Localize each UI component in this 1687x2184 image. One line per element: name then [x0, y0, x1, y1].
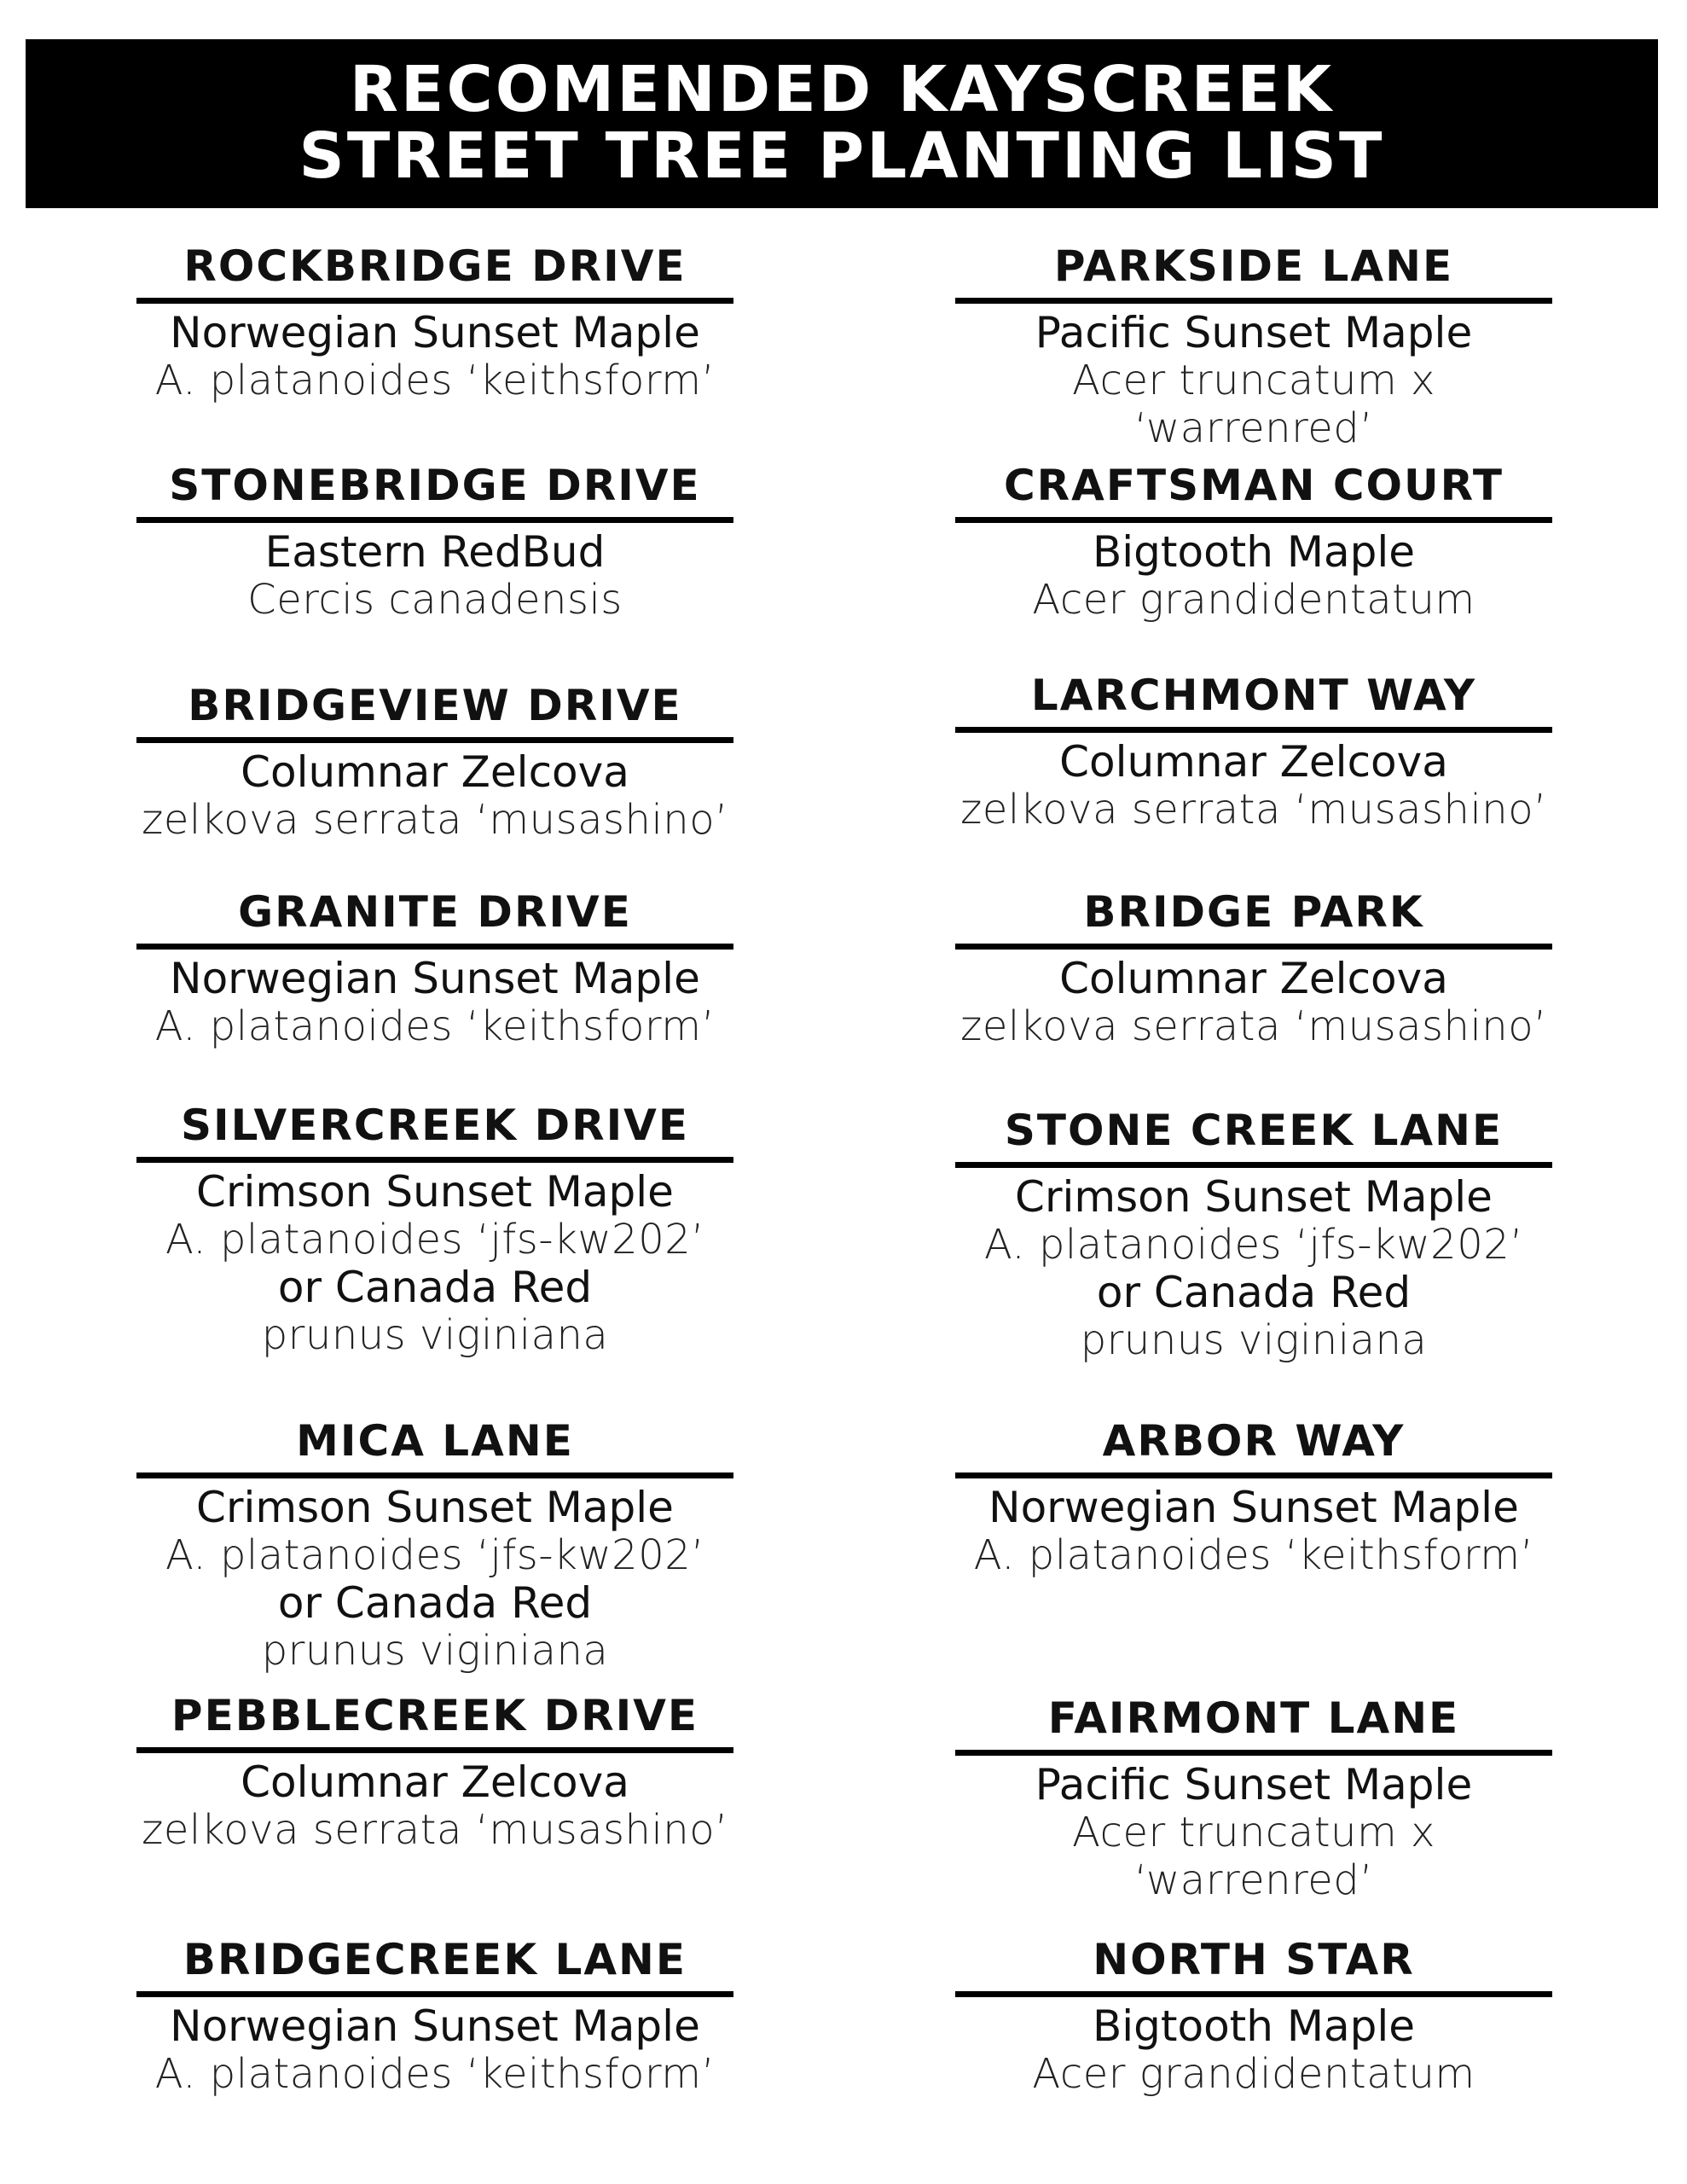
street-name: FAIRMONT LANE	[955, 1693, 1552, 1756]
scientific-name: zelkova serrata ‘musashino’	[142, 1806, 728, 1854]
alternate-common-name: or Canada Red	[1096, 1268, 1412, 1317]
common-name: Norwegian Sunset Maple	[170, 954, 700, 1003]
street-name: BRIDGE PARK	[955, 887, 1552, 950]
scientific-name: A. platanoides ‘jfs-kw202’	[165, 1531, 705, 1579]
scientific-name: A. platanoides ‘keithsform’	[973, 1531, 1534, 1579]
title-line-2: STREET TREE PLANTING LIST	[299, 119, 1385, 193]
street-entry	[128, 681, 742, 844]
alternate-common-name: or Canada Red	[277, 1263, 593, 1312]
common-name: Bigtooth Maple	[1092, 2001, 1416, 2051]
scientific-name: Acer truncatum x ‘warrenred’	[1072, 357, 1435, 452]
street-entry	[947, 1935, 1561, 2098]
alternate-scientific-name: prunus viginiana	[261, 1627, 609, 1675]
common-name: Bigtooth Maple	[1092, 527, 1416, 577]
street-entry	[947, 671, 1561, 834]
common-name: Crimson Sunset Maple	[1015, 1172, 1493, 1222]
common-name: Crimson Sunset Maple	[196, 1483, 674, 1532]
street-name: NORTH STAR	[955, 1935, 1552, 1997]
common-name: Columnar Zelcova	[241, 1757, 629, 1807]
common-name: Columnar Zelcova	[1059, 954, 1448, 1003]
street-entry	[947, 1693, 1561, 1904]
scientific-name: A. platanoides ‘jfs-kw202’	[983, 1221, 1524, 1269]
common-name: Norwegian Sunset Maple	[170, 308, 700, 357]
scientific-name: Acer grandidentatum	[1032, 2050, 1475, 2098]
street-name: SILVERCREEK DRIVE	[136, 1101, 733, 1163]
street-name: STONEBRIDGE DRIVE	[136, 461, 733, 523]
scientific-name: zelkova serrata ‘musashino’	[960, 1002, 1547, 1050]
street-entry	[947, 241, 1561, 452]
scientific-name: A. platanoides ‘keithsform’	[154, 357, 716, 404]
street-name: BRIDGEVIEW DRIVE	[136, 681, 733, 743]
scientific-name: A. platanoides ‘keithsform’	[154, 1002, 716, 1050]
common-name: Eastern RedBud	[264, 527, 606, 577]
street-entry	[947, 1106, 1561, 1364]
common-name: Norwegian Sunset Maple	[988, 1483, 1519, 1532]
street-name: MICA LANE	[136, 1416, 733, 1478]
scientific-name: Acer grandidentatum	[1032, 576, 1475, 624]
street-entry	[128, 1416, 742, 1675]
scientific-name: zelkova serrata ‘musashino’	[142, 796, 728, 844]
alternate-scientific-name: prunus viginiana	[1080, 1316, 1428, 1364]
street-entry	[947, 887, 1561, 1050]
street-name: PARKSIDE LANE	[955, 241, 1552, 304]
title-line-1: RECOMENDED KAYSCREEK	[349, 53, 1335, 126]
street-entry	[128, 1101, 742, 1359]
scientific-name: Acer truncatum x ‘warrenred’	[1072, 1809, 1435, 1904]
common-name: Pacific Sunset Maple	[1035, 1760, 1473, 1809]
street-entry	[947, 1416, 1561, 1579]
common-name: Pacific Sunset Maple	[1035, 308, 1473, 357]
street-entry	[128, 1935, 742, 2098]
street-name: PEBBLECREEK DRIVE	[136, 1691, 733, 1753]
street-entry	[128, 1691, 742, 1854]
common-name: Crimson Sunset Maple	[196, 1167, 674, 1217]
street-name: BRIDGECREEK LANE	[136, 1935, 733, 1997]
street-entry	[947, 461, 1561, 624]
street-name: ARBOR WAY	[955, 1416, 1552, 1478]
street-entry	[128, 241, 742, 404]
scientific-name: zelkova serrata ‘musashino’	[960, 786, 1547, 834]
street-name: CRAFTSMAN COURT	[955, 461, 1552, 523]
common-name: Columnar Zelcova	[1059, 737, 1448, 787]
street-name: LARCHMONT WAY	[955, 671, 1552, 733]
common-name: Norwegian Sunset Maple	[170, 2001, 700, 2051]
common-name: Columnar Zelcova	[241, 747, 629, 797]
street-entry	[128, 461, 742, 624]
alternate-common-name: or Canada Red	[277, 1578, 593, 1628]
scientific-name: A. platanoides ‘keithsform’	[154, 2050, 716, 2098]
street-entry	[128, 887, 742, 1050]
street-name: GRANITE DRIVE	[136, 887, 733, 950]
alternate-scientific-name: prunus viginiana	[261, 1311, 609, 1359]
street-name: STONE CREEK LANE	[955, 1106, 1552, 1168]
scientific-name: Cercis canadensis	[247, 576, 623, 624]
title-banner	[26, 39, 1658, 208]
scientific-name: A. platanoides ‘jfs-kw202’	[165, 1216, 705, 1263]
street-name: ROCKBRIDGE DRIVE	[136, 241, 733, 304]
